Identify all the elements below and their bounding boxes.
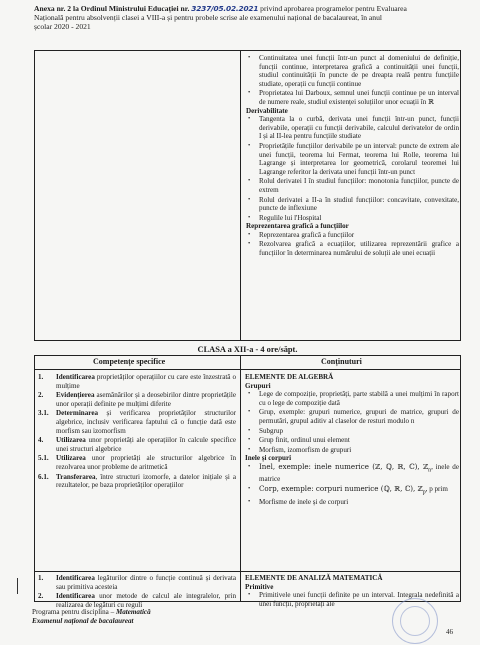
list-item: • Grup finit, ordinul unui element (248, 436, 350, 445)
competence-item: 5.1. Utilizarea unor proprietăți ale structurilor algebrice în rezolvarea unor probleme de aritmetică (38, 454, 236, 471)
document-header (34, 4, 464, 31)
document-footer (32, 608, 151, 625)
table-header-row (35, 356, 460, 370)
list-item: • Proprietățile funcțiilor derivabile pe un interval: puncte de extrem ale unei funcții, teorema lui Fermat, teorema lui Rolle, teorema lui Lagrange și interpretarea lor geometrică, corolarul teoremei lui Lagrange referitor la derivata unei funcții într-un punct (248, 141, 459, 176)
algebra-contents (245, 373, 459, 506)
list-item: • Primitivele unei funcții definite pe un interval. Integrala nedefinită a unei funcții, proprietăți ale (248, 591, 459, 608)
header-prefix: Anexa nr. 2 la Ordinul Ministrului Educației nr. (34, 4, 192, 13)
section-title-primitive: Primitive (245, 582, 274, 591)
continuity-block (245, 54, 459, 258)
competence-item: 1. Identificarea proprietăților operațiilor cu care este înzestrată o mulțime (38, 373, 236, 390)
top-table (34, 50, 461, 341)
list-item: • Grup, exemple: grupuri numerice, grupuri de matrice, grupuri de permutări, grupul aditiv al claselor de resturi modulo n (248, 408, 459, 425)
list-item: • Rezolvarea grafică a ecuațiilor, utilizarea reprezentării grafice a funcțiilor în determinarea numărului de soluții ale unei ecuații (248, 240, 459, 258)
section-title-reprezentare: Reprezentarea grafică a funcțiilor (246, 222, 349, 231)
list-item: • Continuitatea unei funcții într-un punct al domeniului de definiție, funcții continue, interpretarea grafică a continuității unei funcții, studiul continuității în puncte de pe dreapta reală pentru funcțiile studiate, operații cu funcții continue (248, 54, 459, 88)
competence-item: 3.1. Determinarea și verificarea proprietăților structurilor algebrice, inclusiv verificarea faptului că o funcție dată este morfism sau izomorfism (38, 409, 236, 435)
list-item: • Subgrup (248, 426, 284, 435)
margin-mark (17, 578, 18, 594)
list-item: • Morfism, izomorfism de grupuri (248, 445, 352, 454)
list-item: • Lege de compoziție, proprietăți, parte stabilă a unei mulțimi în raport cu o lege de compoziție dată (248, 390, 459, 407)
competence-item: 6.1. Transferarea, între structuri izomorfe, a datelor inițiale și a rezultatelor, pe baza proprietăților operațiilor (38, 472, 236, 490)
order-number-handwritten: 3237/05.02.2021 (191, 4, 259, 13)
list-item: • Tangenta la o curbă, derivata unei funcții într-un punct, funcții derivabile, operații cu funcții derivabile, calculul derivatelor de ordin I și al II-lea pentru funcțiile studiate (248, 115, 459, 141)
footer-prefix: Programa pentru disciplina – (32, 608, 116, 616)
header-line2: Națională pentru absolvenții clasei a VIII-a și pentru probele scrise ale examenului național de bacalaureat, în anul (34, 13, 382, 22)
bottom-table (34, 355, 461, 609)
competence-item: 2. Identificarea unor metode de calcul ale integralelor, prin realizarea de legături cu reguli (38, 592, 236, 609)
column-divider (240, 356, 241, 601)
list-item: • Inel, exemple: inele numerice (ℤ, ℚ, ℝ, ℂ), ℤ$_n$, inele de matrice (248, 461, 459, 483)
row-divider (35, 571, 460, 572)
competence-item: 1. Identificarea legăturilor dintre o funcție continuă și derivata sau primitiva acesteia (38, 574, 236, 591)
section-title-analiza: ELEMENTE DE ANALIZĂ MATEMATICĂ (245, 574, 383, 582)
section-title-inele: Inele și corpuri (245, 454, 292, 463)
list-item: • Proprietatea lui Darboux, semnul unei funcții continue pe un interval de numere reale, studiul existenței soluțiilor unor ecuații în ℝ (248, 89, 459, 106)
section-title-grupuri: Grupuri (245, 381, 271, 390)
footer-subject: Matematică (115, 608, 151, 616)
list-item: • Reprezentarea grafică a funcțiilor (248, 230, 355, 239)
header-competente: Competențe specifice (93, 357, 166, 366)
header-continuturi: Conținuturi (321, 357, 362, 366)
competence-list (38, 373, 236, 490)
class-heading: CLASA a XII-a - 4 ore/săpt. (197, 345, 298, 354)
column-divider (240, 51, 241, 340)
section-title-algebra: ELEMENTE DE ALGEBRĂ (245, 373, 334, 381)
list-item: • Morfisme de inele și de corpuri (248, 497, 349, 506)
header-line3: școlar 2020 - 2021 (34, 22, 91, 31)
list-item: • Rolul derivatei I în studiul funcțiilor: monotonia funcțiilor, puncte de extrem (248, 177, 459, 194)
page-number: 46 (446, 628, 453, 636)
section-title-derivabilitate: Derivabilitate (246, 106, 288, 115)
list-item: • Corp, exemple: corpuri numerice (ℚ, ℝ, ℂ), ℤ$_p$, p prim (248, 483, 448, 495)
list-item: • Rolul derivatei a II-a în studiul funcțiilor: concavitate, convexitate, puncte de inflexiune (248, 195, 459, 213)
competence-item: 2. Evidențierea asemănărilor și a deosebirilor dintre proprietățile unor operații definite pe mulțimi diferite (38, 391, 236, 408)
footer-exam: Examenul național de bacalaureat (32, 616, 134, 625)
header-suffix: privind aprobarea programelor pentru Evaluarea (258, 4, 407, 13)
competence-list-2 (38, 574, 236, 609)
competence-item: 4. Utilizarea unor proprietăți ale operațiilor în calcule specifice unei structuri algebrice (38, 436, 236, 453)
official-stamp-inner (400, 606, 430, 636)
list-item: • Regulile lui l'Hospital (248, 213, 322, 222)
